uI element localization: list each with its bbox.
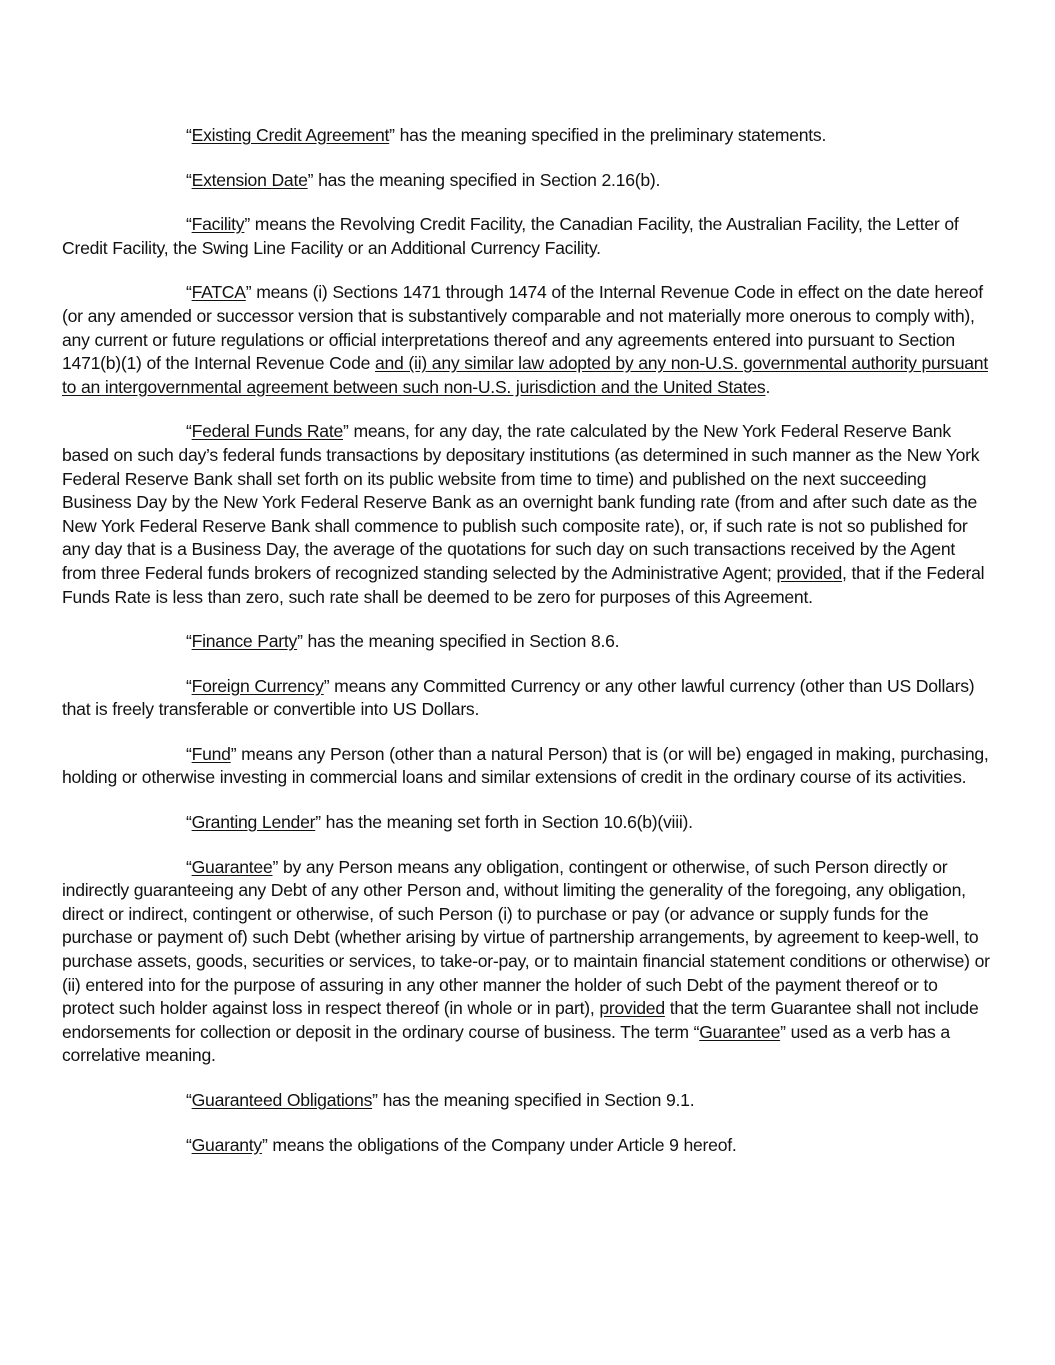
definition-text: means any Person (other than a natural Person) that is (or will be) engaged in making, purchasing, holding or otherwise investing in commercial loans and similar extensions of credit in the ordinary course of its activities. [62,743,989,788]
underlined-text: and (ii) any similar law adopted by any non-U.S. governmental authority pursuant to an intergovernmental agreement between such non-U.S. jurisdiction and the United States [62,353,988,397]
definition-guaranty: “Guaranty” means the obligations of the Company under Article 9 hereof. [186,1134,737,1155]
definition-guaranteed-obligations: “Guaranteed Obligations” has the meaning specified in Section 9.1. [186,1090,695,1110]
defined-term: Extension Date [191,169,308,190]
definition-text: . [765,376,771,397]
definition-granting-lender: “Granting Lender” has the meaning set forth in Section 10.6(b)(viii). [186,812,693,833]
definition-text: by any Person means any obligation, contingent or otherwise, of such Person directly or indirectly guaranteeing any Debt of any other Person and, without limiting the generality of the foregoing, any obligation, direct or indirect, contingent or otherwise, of such Person (i) to purchase or pay (or advance or supply funds for the purchase or payment of) such Debt (whether arising by virtue of partnership arrangements, by agreement to keep-well, to purchase assets, goods, securities or services, to take-or-pay, or to maintain financial statement conditions or otherwise) or (ii) entered into for the purpose of assuring in any other manner the holder of such Debt of the payment thereof or to protect such holder against loss in respect thereof (in whole or in part), [62,856,990,1019]
definition-extension-date: “Extension Date” has the meaning specified in Section 2.16(b). [186,169,661,190]
defined-term: Guaranteed Obligations [191,1090,373,1110]
definition-text: has the meaning set forth in Section 10.6(b)(viii). [320,812,693,833]
definition-text: means (i) Sections 1471 through 1474 of the Internal Revenue Code in effect on the date hereof (or any amended or successor version that is substantively comparable and not materially more onerous to comply with), any current or future regulations or official interpretations thereof and any agreements entered into pursuant to Section 1471(b)(1) of the Internal Revenue Code [62,282,983,374]
definition-existing-credit-agreement: “Existing Credit Agreement” has the meaning specified in the preliminary statements. [186,125,827,145]
definition-text: that the term Guarantee shall not include endorsements for collection or deposit in the ordinary course of business. The term “ [62,998,979,1042]
definition-foreign-currency: “Foreign Currency” means any Committed Currency or any other lawful currency (other than US Dollars) that is freely transferable or convertible into US Dollars. [62,675,975,720]
underlined-text: provided [776,562,843,583]
defined-term: Fund [191,743,231,764]
defined-term: Federal Funds Rate [191,421,344,442]
definition-text: has the meaning specified in Section 2.16(b). [313,169,661,190]
defined-term: Facility [191,214,245,235]
defined-term: FATCA [191,282,246,303]
definition-text: means, for any day, the rate calculated by the New York Federal Reserve Bank based on such day’s federal funds transactions by depositary institutions (as determined in such manner as the New York Federal Reserve Bank shall set forth on its public website from time to time) and published on the next succeeding Business Day by the New York Federal Reserve Bank as an overnight bank funding rate (from and after such date as the New York Federal Reserve Bank shall commence to publish such composite rate), or, if such rate is not so published for any day that is a Business Day, the average of the quotations for such day on such transactions received by the Agent from three Federal funds brokers of recognized standing selected by the Administrative Agent; [62,421,980,583]
definition-text: means any Committed Currency or any other lawful currency (other than US Dollars) that is freely transferable or convertible into US Dollars. [62,675,975,720]
underlined-text: Guarantee [699,1021,781,1042]
definition-facility: “Facility” means the Revolving Credit Facility, the Canadian Facility, the Australian Facility, the Letter of Credit Facility, the Swing Line Facility or an Additional Currency Facility. [62,214,959,258]
definition-text: has the meaning specified in the preliminary statements. [394,125,827,145]
defined-term: Guarantee [191,856,273,877]
defined-term: Foreign Currency [191,675,324,696]
defined-term: Guaranty [191,1134,262,1155]
definition-text: means the Revolving Credit Facility, the Canadian Facility, the Australian Facility, the Letter of Credit Facility, the Swing Line Facility or an Additional Currency Facility. [62,214,959,258]
defined-term: Finance Party [191,631,298,652]
defined-term: Existing Credit Agreement [191,125,390,145]
definition-text: , that if the Federal Funds Rate is less than zero, such rate shall be deemed to be zero for purposes of this Agreement. [62,562,985,607]
definition-text: has the meaning specified in Section 9.1. [377,1090,695,1110]
definition-text: ” used as a verb has a correlative meaning. [62,1021,950,1066]
definition-guarantee: “Guarantee” by any Person means any obligation, contingent or otherwise, of such Person directly or indirectly guaranteeing any Debt of any other Person and, without limiting the generality of the foregoing, any obligation, direct or indirect, contingent or otherwise, of such Person (i) to purchase or pay (or advance or supply funds for the purchase or payment of) such Debt (whether arising by virtue of partnership arrangements, by agreement to keep-well, to purchase assets, goods, securities or services, to take-or-pay, or to maintain financial statement conditions or otherwise) or (ii) entered into for the purpose of assuring in any other manner the holder of such Debt of the payment thereof or to protect such holder against loss in respect thereof (in whole or in part), provided that the term Guarantee shall not include endorsements for collection or deposit in the ordinary course of business. The term “Guarantee” used as a verb has a correlative meaning. [62,856,990,1066]
definition-text: has the meaning specified in Section 8.6. [302,631,620,652]
definition-federal-funds-rate: “Federal Funds Rate” means, for any day, the rate calculated by the New York Federal Reserve Bank based on such day’s federal funds transactions by depositary institutions (as determined in such manner as the New York Federal Reserve Bank shall set forth on its public website from time to time) and published on the next succeeding Business Day by the New York Federal Reserve Bank as an overnight bank funding rate (from and after such date as the New York Federal Reserve Bank shall commence to publish such composite rate), or, if such rate is not so published for any day that is a Business Day, the average of the quotations for such day on such transactions received by the Agent from three Federal funds brokers of recognized standing selected by the Administrative Agent; provided, that if the Federal Funds Rate is less than zero, such rate shall be deemed to be zero for purposes of this Agreement. [62,421,985,607]
definition-fund: “Fund” means any Person (other than a natural Person) that is (or will be) engaged in making, purchasing, holding or otherwise investing in commercial loans and similar extensions of credit in the ordinary course of its activities. [62,743,989,788]
defined-term: Granting Lender [191,812,316,833]
definitions-list [62,124,993,1157]
underlined-text: provided [599,998,665,1019]
definition-text: means the obligations of the Company under Article 9 hereof. [267,1134,737,1155]
definition-fatca: “FATCA” means (i) Sections 1471 through 1474 of the Internal Revenue Code in effect on the date hereof (or any amended or successor version that is substantively comparable and not materially more onerous to comply with), any current or future regulations or official interpretations thereof and any agreements entered into pursuant to Section 1471(b)(1) of the Internal Revenue Code and (ii) any similar law adopted by any non-U.S. governmental authority pursuant to an intergovernmental agreement between such non-U.S. jurisdiction and the United States. [62,282,988,397]
definition-finance-party: “Finance Party” has the meaning specified in Section 8.6. [186,631,620,652]
